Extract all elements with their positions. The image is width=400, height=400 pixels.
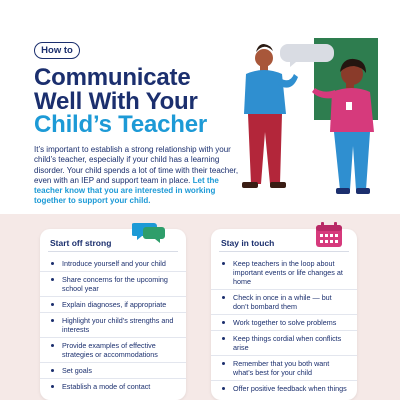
- card-divider: [48, 251, 178, 252]
- card-divider: [219, 251, 349, 252]
- list-item: Check in once in a while — but don’t bombard them: [211, 290, 357, 315]
- stay-in-touch-title: Stay in touch: [221, 238, 275, 248]
- list-item: Work together to solve problems: [211, 315, 357, 331]
- title-line-3: Child’s Teacher: [34, 111, 208, 138]
- parent-teacher-illustration: [236, 30, 386, 205]
- title-line-1: Communicate: [34, 64, 191, 91]
- start-off-strong-title: Start off strong: [50, 238, 112, 248]
- intro-paragraph: [34, 145, 249, 207]
- intro-body: It’s important to establish a strong relationship with your child’s teacher, especially if your child has a learning disorder. Your child spends a lot of time with their teacher, even with an IEP and support team in place.: [34, 145, 239, 185]
- list-item: Explain diagnoses, if appropriate: [40, 297, 186, 313]
- list-item: Set goals: [40, 363, 186, 379]
- start-off-strong-list: [40, 256, 186, 394]
- list-item: Keep things cordial when conflicts arise: [211, 331, 357, 356]
- speech-bubbles-icon: [132, 221, 166, 243]
- list-item: Establish a mode of contact: [40, 379, 186, 394]
- list-item: Remember that you both want what’s best for your child: [211, 356, 357, 381]
- stay-in-touch-card: [211, 229, 357, 400]
- intro-highlight: Let the teacher know that you are interested in working together to support your child.: [34, 175, 219, 206]
- title-line-2: Well With Your: [34, 87, 198, 115]
- list-item: Highlight your child’s strengths and interests: [40, 313, 186, 338]
- how-to-tag: How to: [34, 42, 80, 59]
- list-item: Provide examples of effective strategies or accommodations: [40, 338, 186, 363]
- parent-figure: [242, 44, 298, 188]
- list-item: Share concerns for the upcoming school year: [40, 272, 186, 297]
- stay-in-touch-list: [211, 256, 357, 396]
- list-item: Offer positive feedback when things: [211, 381, 357, 396]
- start-off-strong-card: [40, 229, 186, 400]
- list-item: Keep teachers in the loop about important events or life changes at home: [211, 256, 357, 290]
- list-item: Introduce yourself and your child: [40, 256, 186, 272]
- calendar-icon: [315, 222, 343, 248]
- page-title: [34, 66, 234, 137]
